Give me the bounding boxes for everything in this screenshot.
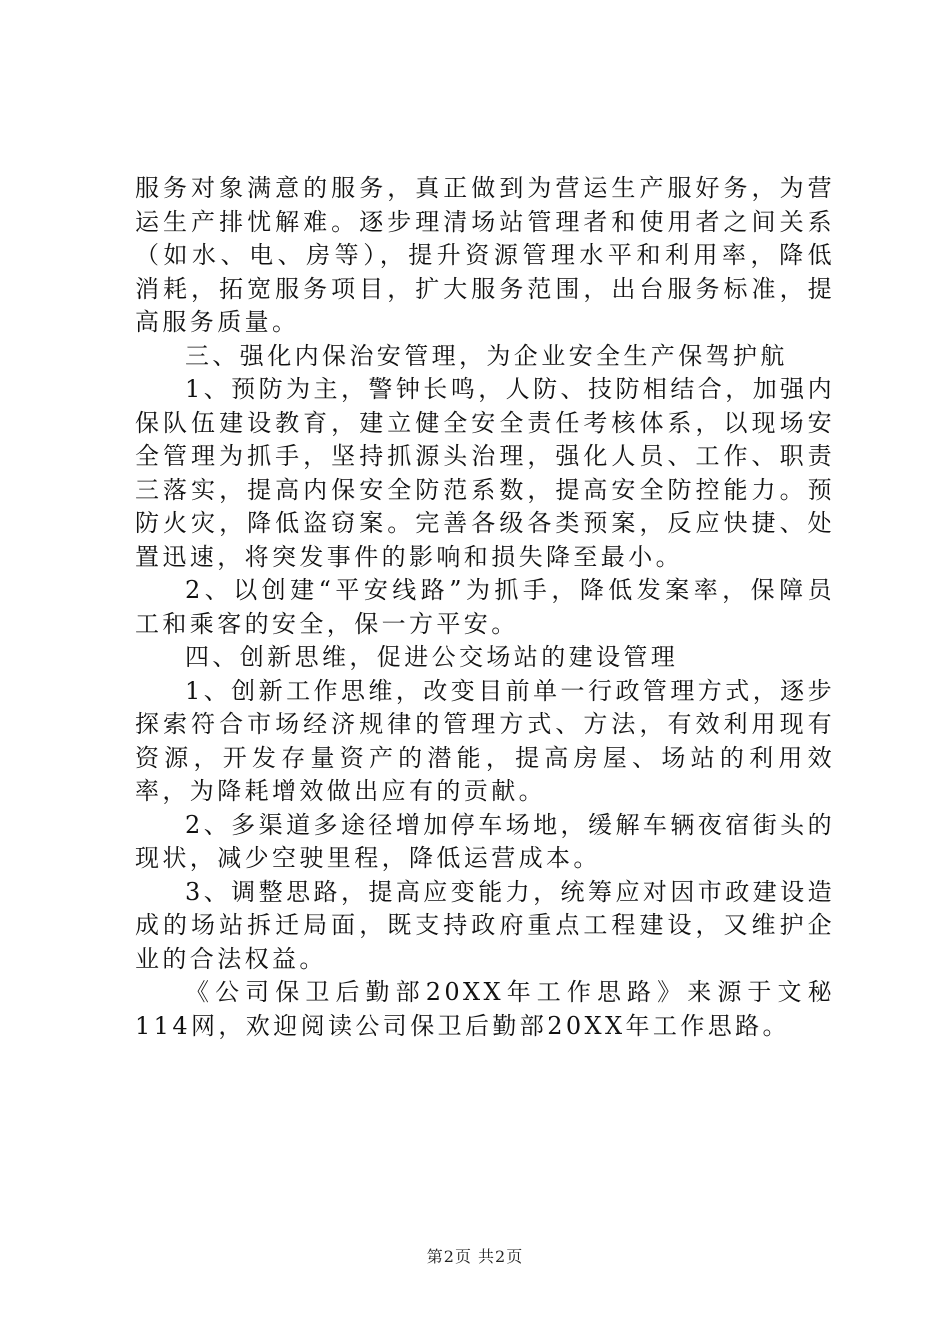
paragraph-item: 2、以创建“平安线路”为抓手，降低发案率，保障员工和乘客的安全，保一方平安。 xyxy=(135,576,835,638)
paragraph-item: 2、多渠道多途径增加停车场地，缓解车辆夜宿街头的现状，减少空驶里程，降低运营成本。 xyxy=(135,810,835,872)
section-heading-3: 三、强化内保治安管理，为企业安全生产保驾护航 xyxy=(185,341,788,370)
paragraph-continuation: 服务对象满意的服务，真正做到为营运生产服好务，为营运生产排忧解难。逐步理清场站管理者和使用者之间关系（如水、电、房等），提升资源管理水平和利用率，降低消耗，拓宽服务项目，扩大服务范围，出台服务标准，提高服务质量。 xyxy=(135,174,835,336)
paragraph-source-note: 《公司保卫后勤部20XX年工作思路》来源于文秘114网，欢迎阅读公司保卫后勤部20XX年工作思路。 xyxy=(135,978,835,1040)
document-body xyxy=(135,172,835,1043)
paragraph-item: 3、调整思路，提高应变能力，统筹应对因市政建设造成的场站拆迁局面，既支持政府重点工程建设，又维护企业的合法权益。 xyxy=(135,877,835,973)
paragraph-item: 1、创新工作思维，改变目前单一行政管理方式，逐步探索符合市场经济规律的管理方式、方法，有效利用现有资源，开发存量资产的潜能，提高房屋、场站的利用效率，为降耗增效做出应有的贡献。 xyxy=(135,676,835,805)
paragraph-item: 1、预防为主，警钟长鸣，人防、技防相结合，加强内保队伍建设教育，建立健全安全责任考核体系，以现场安全管理为抓手，坚持抓源头治理，强化人员、工作、职责三落实，提高内保安全防范系数，提高安全防控能力。预防火灾，降低盗窃案。完善各级各类预案，反应快捷、处置迅速，将突发事件的影响和损失降至最小。 xyxy=(135,375,835,571)
section-heading-4: 四、创新思维，促进公交场站的建设管理 xyxy=(185,643,679,671)
page-footer: 第2页 共2页 xyxy=(426,1247,524,1266)
